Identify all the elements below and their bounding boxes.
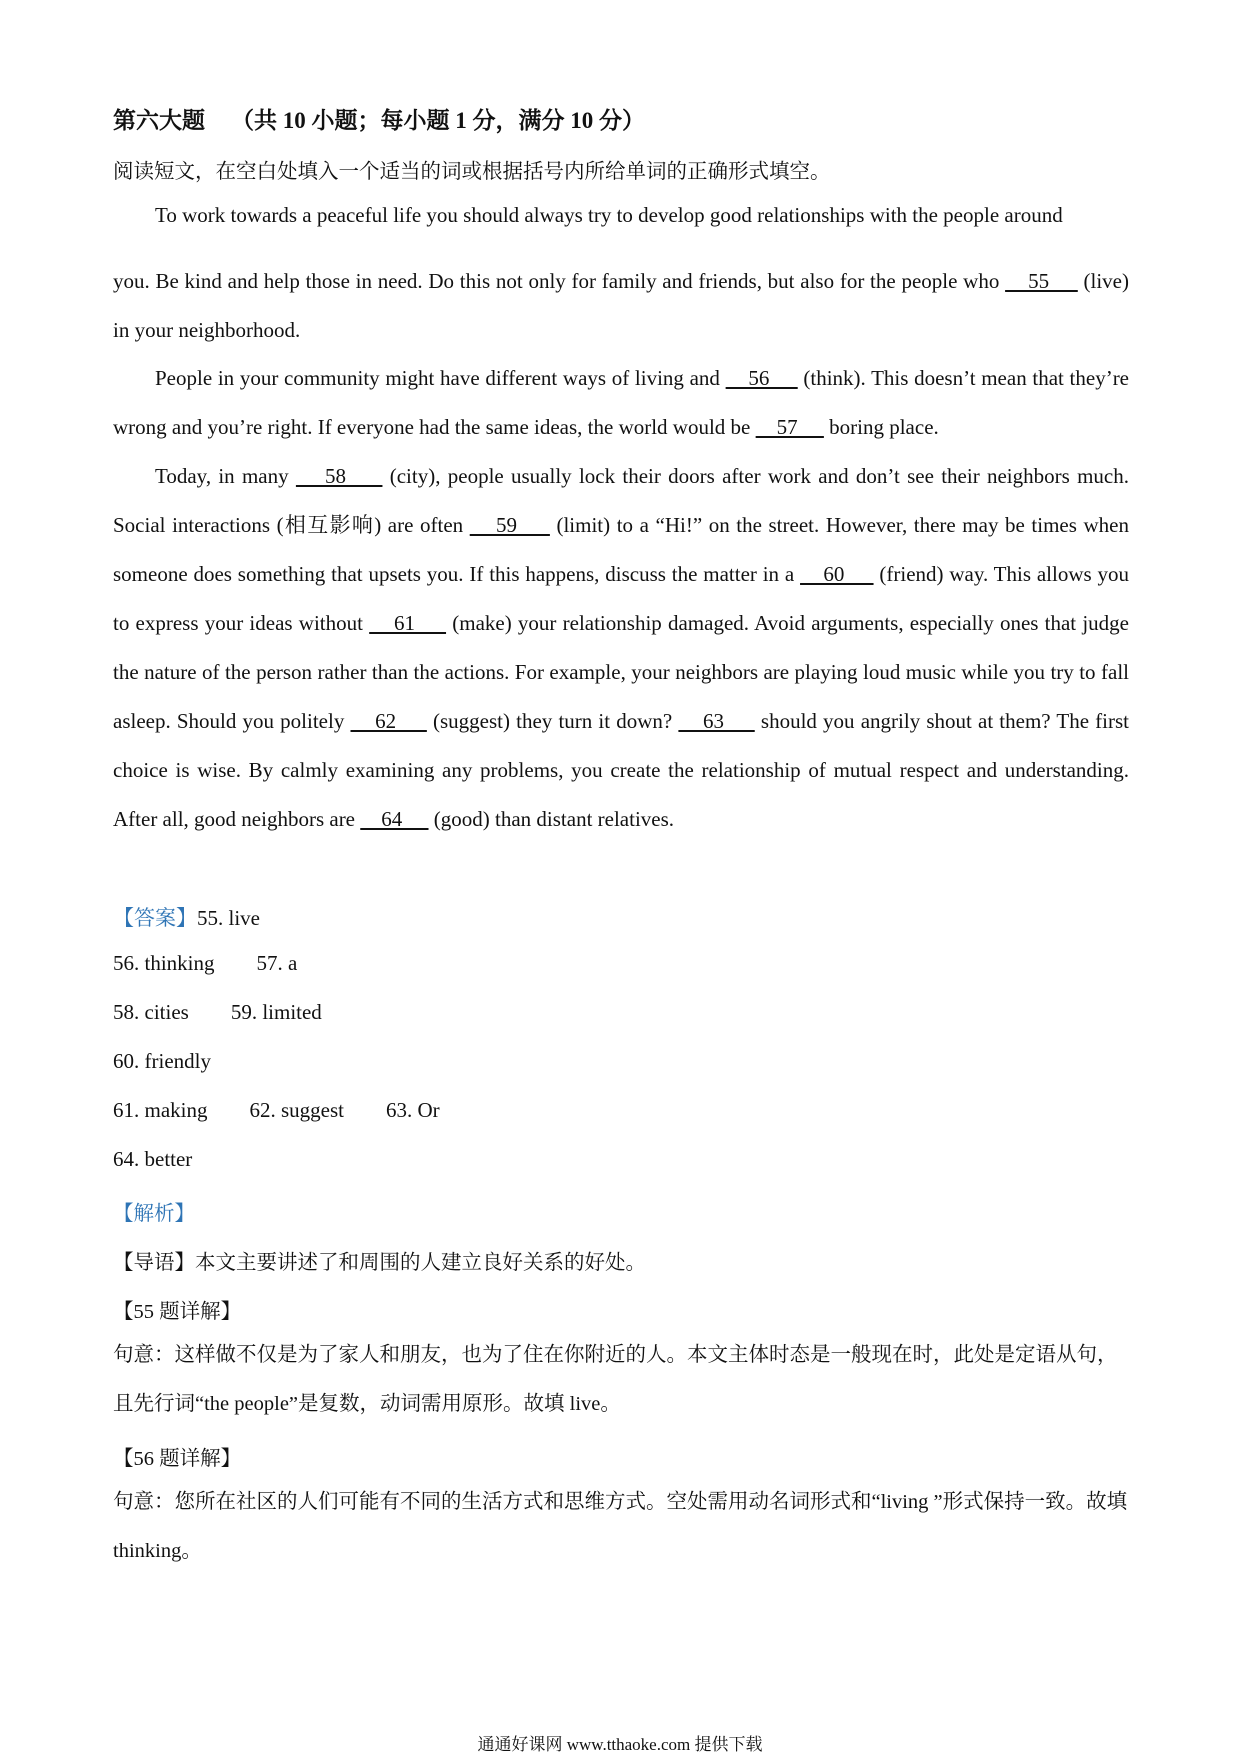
answer-label: 【答案】	[113, 906, 197, 930]
blank-60: 60	[800, 562, 874, 586]
answer-header	[113, 902, 260, 932]
passage-paragraph-1: To work towards a peaceful life you should always try to develop good relationships with the people around you. Be kind and help those in need. Do this not only for family and friends, but also for the people who 55 (live) in your neighborhood.	[113, 191, 1129, 355]
blank-56: 56	[725, 366, 798, 390]
q55-explanation: 句意：这样做不仅是为了家人和朋友，也为了住在你附近的人。本文主体时态是一般现在时，此处是定语从句，且先行词“the people”是复数，动词需用原形。故填 live。	[113, 1344, 1118, 1415]
q56-title: 【56 题详解】	[113, 1448, 242, 1470]
q55-title: 【55 题详解】	[113, 1301, 242, 1323]
blank-63: 63	[678, 709, 755, 733]
passage-paragraph-3: Today, in many 58 (city), people usually lock their doors after work and don’t see their neighbors much. Social interactions (相互影响) are often 59 (limit) to a “Hi!” on the street. However, there may be times when someone does something that upsets you. If this happens, discuss the matter in a 60 (friend) way. This allows you to express your ideas without 61 (make) your relationship damaged. Avoid arguments, especially ones that judge the nature of the person rather than the actions. For example, your neighbors are playing loud music while you try to fall asleep. Should you politely 62 (suggest) they turn it down? 63 should you angrily shout at them? The first choice is wise. By calmly examining any problems, you create the relationship of mutual respect and understanding. After all, good neighbors are 64 (good) than distant relatives.	[113, 464, 1130, 831]
blank-62: 62	[350, 709, 427, 733]
answer-row: 60. friendly	[113, 1049, 211, 1073]
blank-59: 59	[469, 513, 550, 537]
section-heading	[113, 102, 645, 135]
analysis-intro: 【导语】本文主要讲述了和周围的人建立良好关系的好处。	[113, 1252, 646, 1274]
answer-row: 64. better	[113, 1147, 193, 1171]
answer-row: 56. thinking 57. a	[113, 951, 298, 975]
blank-61: 61	[369, 611, 447, 635]
blank-57: 57	[755, 415, 824, 439]
answer-55: 55. live	[197, 906, 260, 930]
answer-row: 58. cities 59. limited	[113, 1000, 322, 1024]
passage-paragraph-2: People in your community might have different ways of living and 56 (think). This doesn’t mean that they’re wrong and you’re right. If everyone had the same ideas, the world would be 57 boring place.	[113, 366, 1130, 439]
answer-row: 61. making 62. suggest 63. Or	[113, 1098, 440, 1122]
blank-58: 58	[295, 464, 383, 488]
page-footer: 通通好课网 www.tthaoke.com 提供下载	[477, 1735, 763, 1754]
analysis-label: 【解析】	[113, 1203, 195, 1225]
instruction: 阅读短文，在空白处填入一个适当的词或根据括号内所给单词的正确形式填空。	[113, 161, 831, 183]
section-meta: （共 10 小题；每小题 1 分，满分 10 分）	[231, 108, 645, 133]
q56-explanation: 句意：您所在社区的人们可能有不同的生活方式和思维方式。空处需用动名词形式和“living ”形式保持一致。故填 thinking。	[113, 1491, 1128, 1562]
blank-64: 64	[360, 807, 429, 831]
blank-55: 55	[1005, 269, 1078, 293]
section-title: 第六大题	[113, 108, 205, 133]
passage-line: To work towards a peaceful life you should always try to develop good relationships with the people around	[155, 203, 1063, 227]
